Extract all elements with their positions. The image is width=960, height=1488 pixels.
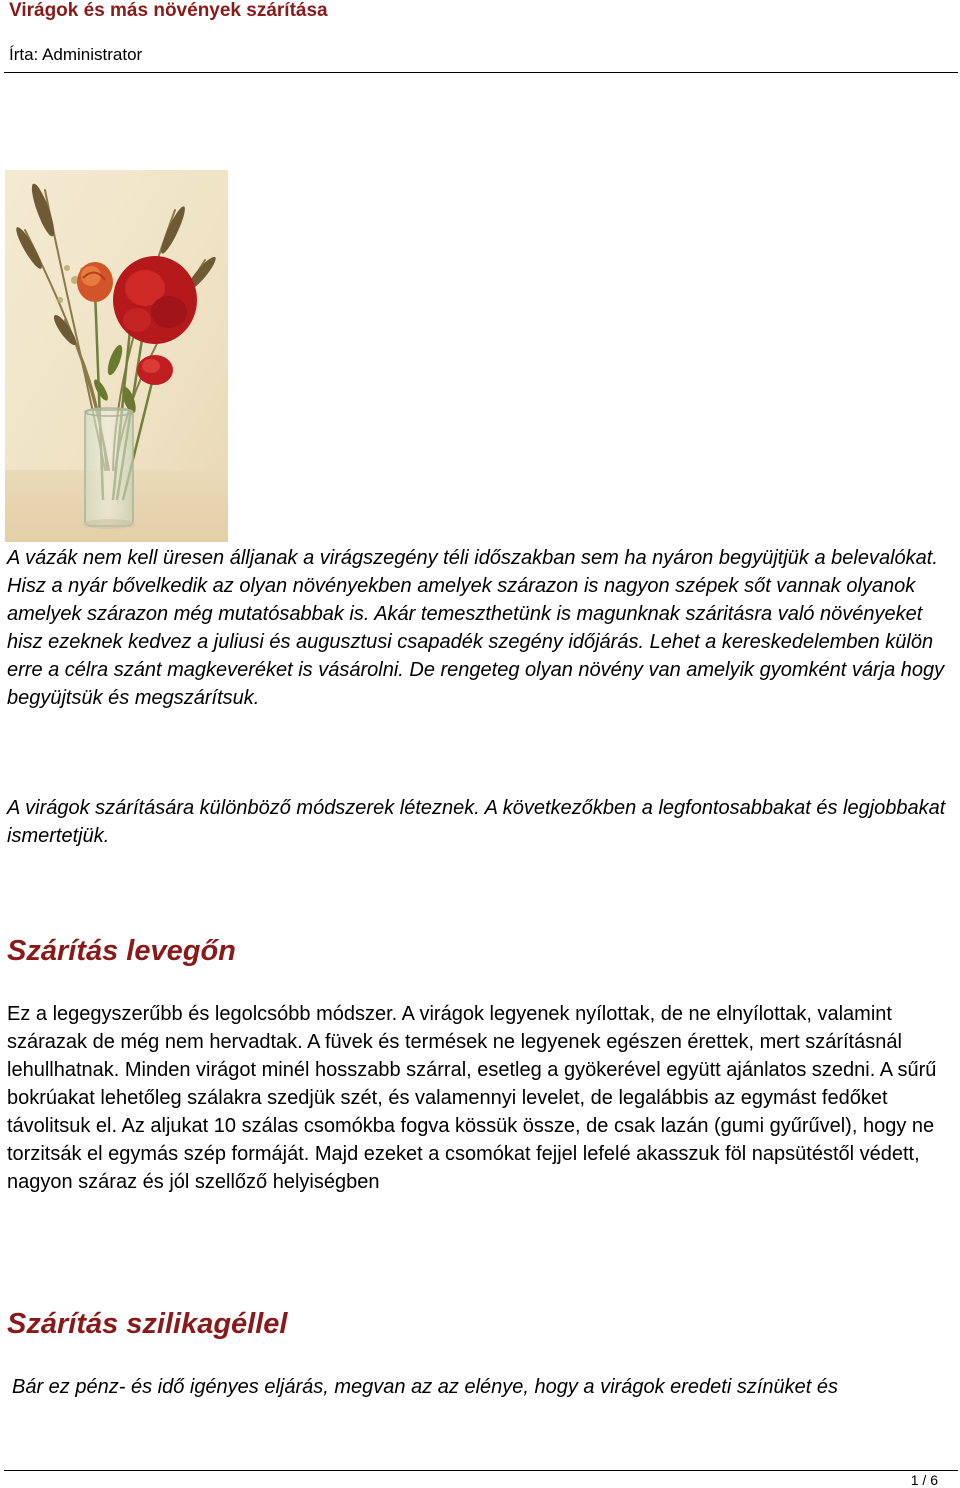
silica-drying-paragraph: Bár ez pénz- és idő igényes eljárás, megvan az az elénye, hogy a virágok eredeti színüket és — [12, 1376, 839, 1398]
air-drying-paragraph: Ez a legegyszerűbb és legolcsóbb módszer. A virágok legyenek nyílottak, de ne elnyílottak, valamint szárazak de még nem hervadtak. A füvek és termések ne legyenek egészen érettek, mert szárításnál lehullhatnak. Minden virágot minél hosszabb szárral, esetleg a gyökerével együtt ajánlatos szedni. A sűrű bokrúakat lehetőleg szálakra szedjük szét, és valamennyi levelet, de legalábbis az egymást fedőket távolitsuk el. Az aljukat 10 szálas csomókba fogva kössük össze, de csak lazán (gumi gyűrűvel), hogy ne torzitsák el egymás szép formáját. Majd ezeket a csomókat fejjel lefelé akasszuk föl napsütéstől védett, nagyon száraz és jól szellőző helyiségben — [7, 1003, 937, 1193]
document-title: Virágok és más növények szárítása — [9, 0, 328, 21]
heading-air-drying: Szárítás levegőn — [7, 935, 236, 967]
heading-silica-drying: Szárítás szilikagéllel — [7, 1308, 288, 1340]
author-line: Írta: Administrator — [9, 45, 143, 64]
flower-vase-photo — [5, 170, 228, 542]
page-number: 1 / 6 — [910, 1472, 938, 1488]
methods-paragraph: A virágok szárítására különböző módszerek léteznek. A következőkben a legfontosabbakat és legjobbakat ismertetjük. — [7, 797, 946, 847]
footer-divider — [4, 1470, 958, 1471]
intro-paragraph: A vázák nem kell üresen álljanak a virágszegény téli időszakban sem ha nyáron begyüjtjük a belevalókat. Hisz a nyár bővelkedik az olyan növényekben amelyek szárazon is nagyon szépek sőt vannak olyanok amelyek szárazon még mutatósabbak is. Akár temeszthetünk is magunknak száritásra való növényeket hisz ezeknek kedvez a juliusi és augusztusi csapadék szegény időjárás. Lehet a kereskedelemben külön erre a célra szánt magkeveréket is vásárolni. De rengeteg olyan növény van amelyik gyomként várja hogy begyüjtsük és megszárítsuk. — [7, 547, 945, 709]
header-divider — [4, 72, 958, 73]
